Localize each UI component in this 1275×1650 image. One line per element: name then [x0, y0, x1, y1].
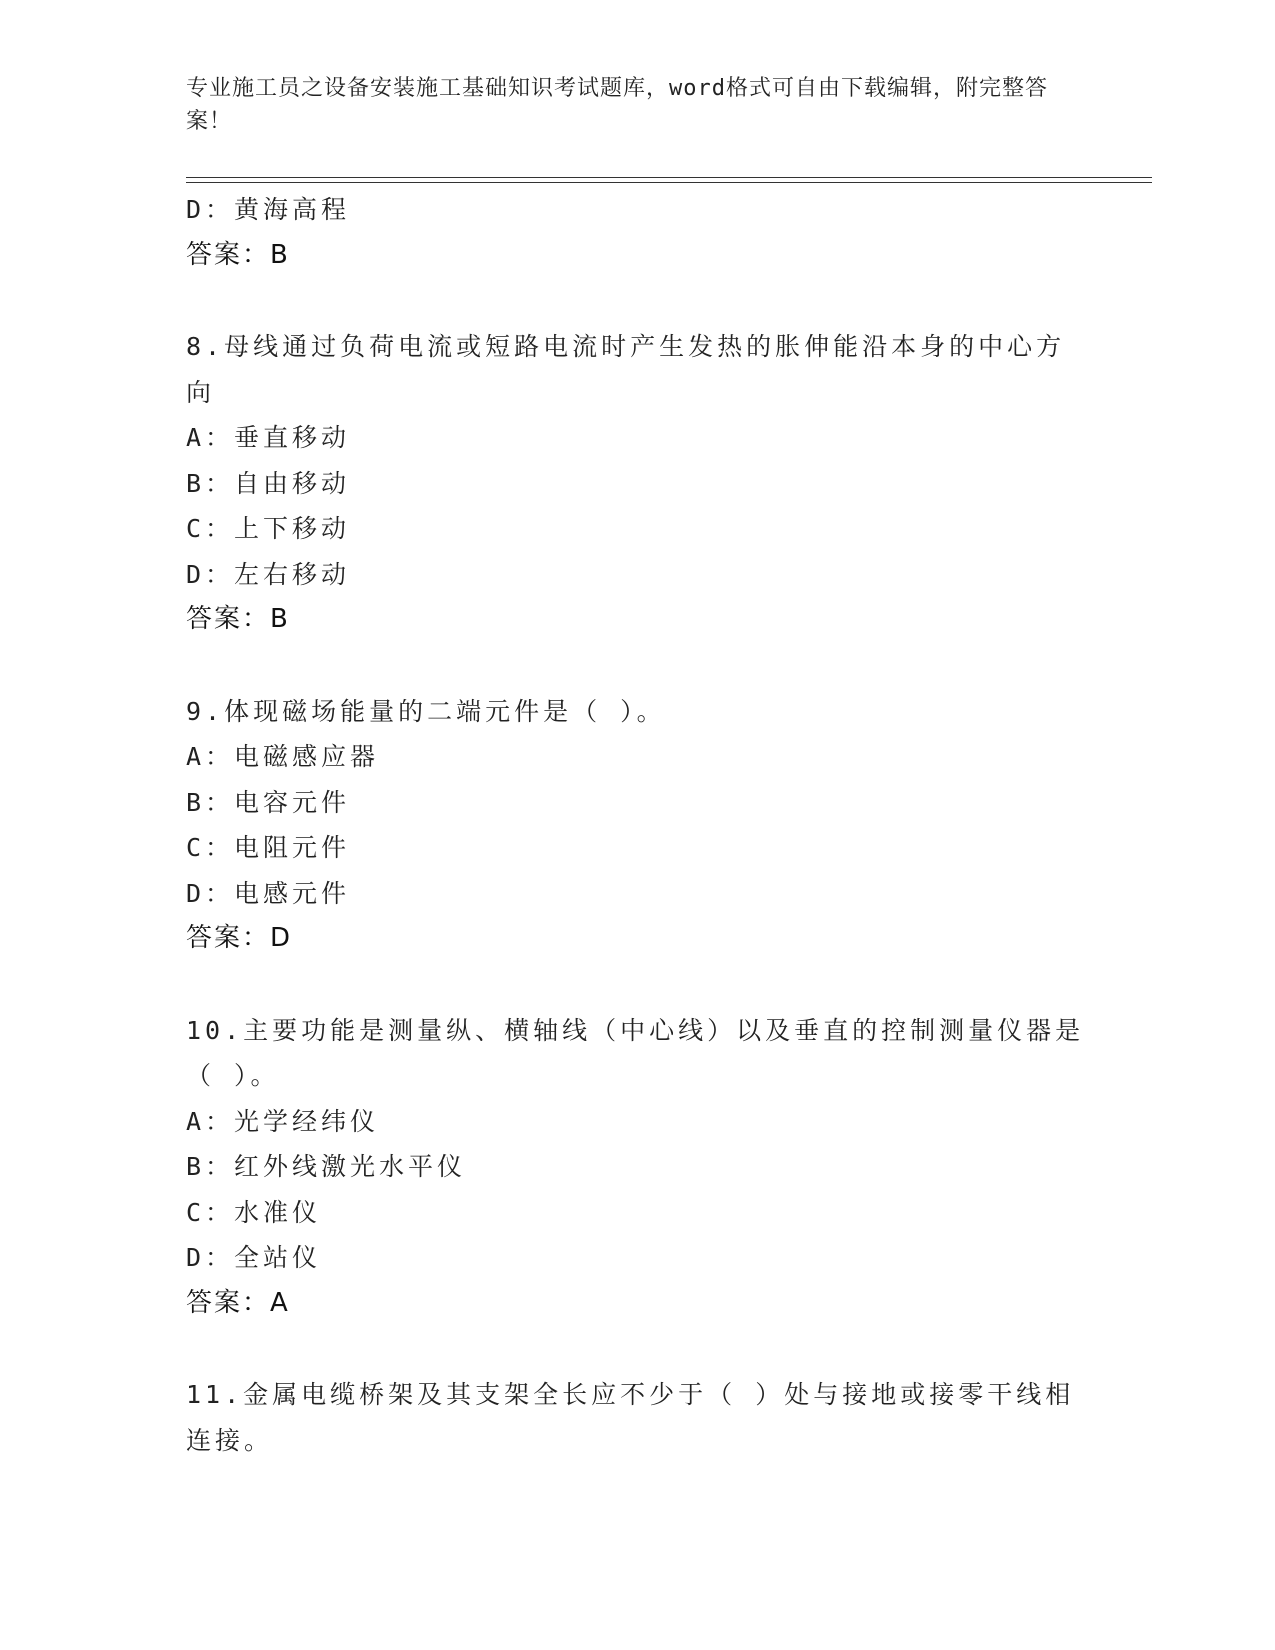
spacer	[186, 962, 1086, 1008]
spacer	[186, 643, 1086, 689]
option-text: A：电磁感应器	[186, 742, 380, 771]
page-header: 专业施工员之设备安装施工基础知识考试题库，word格式可自由下载编辑，附完整答案！	[186, 76, 1048, 134]
option-text: C：电阻元件	[186, 833, 351, 862]
question-block	[186, 1372, 1086, 1463]
answer-text: 答案：A	[186, 1287, 290, 1318]
question-list	[186, 187, 1086, 1463]
option-text: C：上下移动	[186, 514, 351, 543]
spacer	[186, 278, 1086, 324]
option-text: B：红外线激光水平仪	[186, 1152, 467, 1181]
header-divider-top	[186, 177, 1152, 178]
question-block	[186, 1008, 1086, 1327]
question-block	[186, 689, 1086, 962]
option-text: D：电感元件	[186, 878, 351, 908]
option-text: D：黄海高程	[186, 195, 351, 224]
option-text: A：光学经纬仪	[186, 1106, 380, 1136]
answer-text: 答案：B	[186, 604, 290, 634]
question-stem: 10.主要功能是测量纵、横轴线（中心线）以及垂直的控制测量仪器是（ ）。	[186, 1015, 1085, 1090]
option-text: A：垂直移动	[186, 423, 351, 452]
option-text: C：水准仪	[186, 1197, 322, 1227]
question-stem: 8.母线通过负荷电流或短路电流时产生发热的胀伸能沿本身的中心方向	[186, 332, 1066, 407]
option-text: B：电容元件	[186, 787, 351, 817]
question-block	[186, 324, 1086, 643]
header-divider-bottom	[186, 182, 1152, 183]
option-text: D：左右移动	[186, 559, 351, 589]
answer-text: 答案：D	[186, 923, 293, 953]
option-text: D：全站仪	[186, 1243, 322, 1272]
question-stem: 11.金属电缆桥架及其支架全长应不少于（ ）处与接地或接零干线相连接。	[186, 1380, 1075, 1455]
option-text: B：自由移动	[186, 468, 351, 498]
spacer	[186, 1326, 1086, 1372]
question-stem: 9.体现磁场能量的二端元件是（ ）。	[186, 696, 666, 726]
answer-text: 答案：B	[186, 239, 290, 270]
